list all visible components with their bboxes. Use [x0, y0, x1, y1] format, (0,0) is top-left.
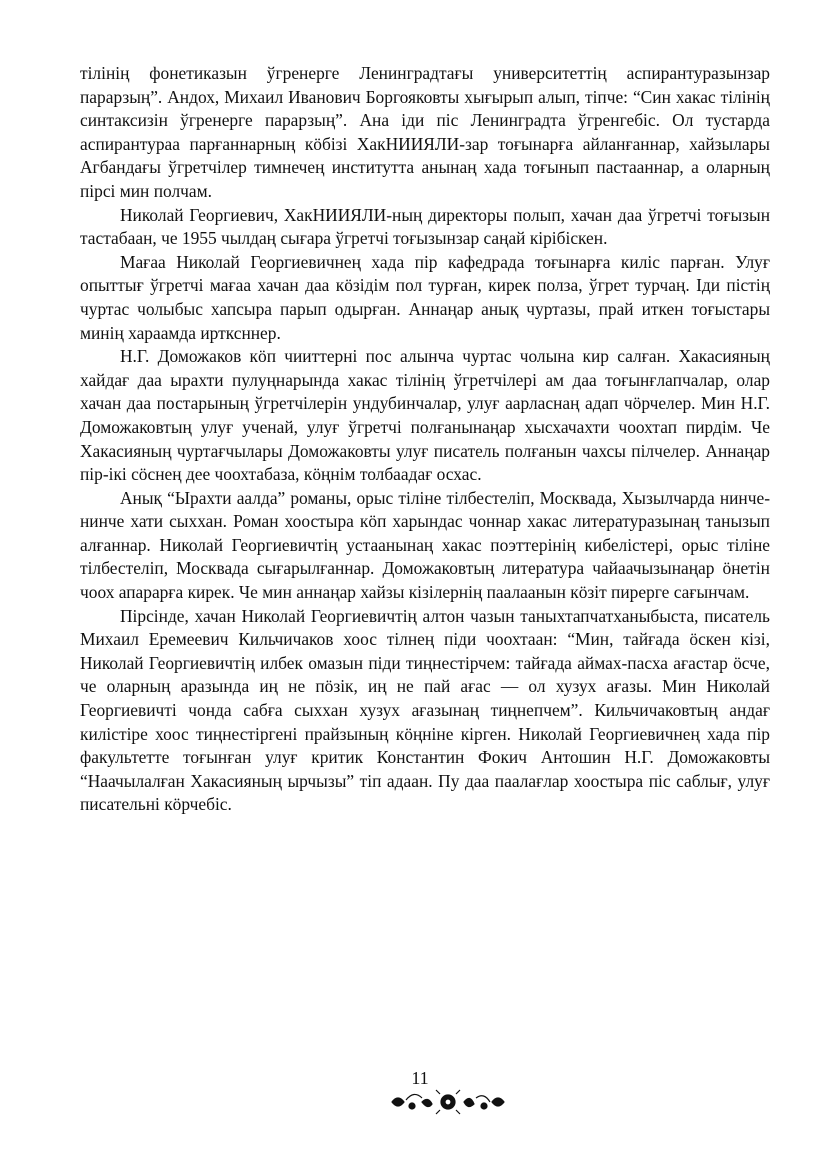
paragraph-5: Анық “Ырахти аалда” романы, орыс тіліне тілбестеліп, Москвада, Хызылчарда нинче-нинче хати сыххан. Роман хоостыра кӧп харындас чоннар хакас литературазынаң танызып алғаннар. Николай Георгиевичтің устаанынаң хакас поэттерінің кибелістері, орыс тіліне тілбестеліп, Москвада сығарылғаннар. Доможаковтың литература чайаачызынаңар ӧнетін чоох апарарға кирек. Че мин аннаңар хайзы кізілернің паалаанын кӧзіт пирерге сағынчам. — [80, 487, 770, 603]
floral-ornament-icon — [388, 1086, 508, 1118]
body-text — [80, 62, 770, 817]
page-number: 11 — [411, 1068, 429, 1088]
paragraph-4: Н.Г. Доможаков кӧп чииттерні пос алынча чуртас чолына кир салған. Хакасияның хайдағ даа ырахти пулуңнарында хакас тілінің ўгретчілері ам даа тоғынғлапчалар, олар хачан даа постарының ўгретчілерін ундубинчалар, улуғ аарласнаң адап чӧрчелер. Мин Н.Г. Доможаковтың улуғ ученай, улуғ ўгретчі полғанынаңар хысхачахти чоохтап пирдім. Че Хакасияның чуртағчылары Доможаковты улуғ писатель полғанын чахсы пілчелер. Аннаңар пір-ікі сӧснең дее чоохтабаза, кӧңнім толбаадағ осхас. — [80, 346, 770, 485]
paragraph-6: Пірсінде, хачан Николай Георгиевичтің алтон чазын таныхтапчатханыбыста, писатель Михаил Еремеевич Кильчичаков хоос тілнең піди чоохтаан: “Мин, тайғада ӧскен кізі, Николай Георгиевичтің илбек омазын піди тиңнестірчем: тайғада аймах-пасха ағастар ӧсче, че оларның аразында иң не пӧзік, иң не пай ағас — ол хузух ағазы. Мин Николай Георгиевичті чонда сабға сыххан хузух ағазынаң тиңнепчем”. Кильчичаковтың андағ килістіре хоос тиңнестіргені прайзының кӧңніне кірген. Николай Георгиевичнең хада пір факультетте тоғынған улуғ критик Константин Фокич Антошин Н.Г. Доможаковты “Наачылалған Хакасияның ырчызы” тіп адаан. Пу даа паалағлар хоостыра піс саблығ, улуғ писательні кӧрчебіс. — [80, 605, 770, 815]
paragraph-3: Мағаа Николай Георгиевичнең хада пір кафедрада тоғынарға киліс парған. Улуғ опыттығ ўгретчі мағаа хачан даа кӧзідім пол турған, кирек полза, ўгрет турчаң. Іди пістің чуртас чолыбыс хапсыра парып одырған. Аннаңар анық чуртазы, прай иткен тоғыстары минің хараамда иртксннер. — [80, 251, 770, 343]
paragraph-2: Николай Георгиевич, ХакНИИЯЛИ-ның директоры полып, хачан даа ўгретчі тоғызын тастабаан, че 1955 чылдаң сығара ўгретчі тоғызынзар саңай кірібіскен. — [80, 204, 770, 249]
paragraph-1: тілінің фонетиказын ўгренерге Ленинградтағы университеттің аспирантуразынзар парарзың”. Андох, Михаил Иванович Боргояковты хығырып алып, тіпче: “Син хакас тілінің синтаксизін ўгренерге парарзың”. Ана іди піс Ленинградта ўгренгебіс. Ол тустарда аспирантураа парғаннарның кӧбізі ХакНИИЯЛИ-зар тоғынарға айланғаннар, хайзылары Агбандағы ўгретчілер тимнечең институтта анынаң хада тоғынып пастааннар, а оларның пірсі мин полчам. — [80, 63, 770, 201]
